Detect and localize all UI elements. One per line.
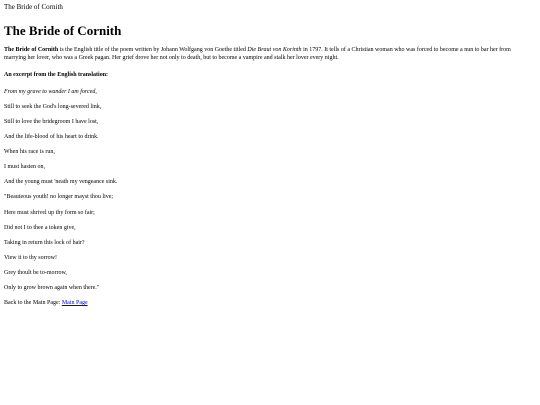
verse-line: From my grave to wander I am forced, [4,88,97,95]
tab-title: The Bride of Cornith [4,3,63,11]
intro-paragraph [4,47,534,62]
verse-line: Here must shrivel up thy form so fair; [4,209,95,216]
verse-line: And the life-blood of his heart to drink. [4,134,99,141]
verse-line: Only to grow brown again when there." [4,285,100,291]
verse-line: I must hasten on, [4,164,45,171]
verse-line: Still to seek the God's long-severed link, [4,103,102,110]
page-title: The Bride of Cornith [4,23,122,38]
verse-line: When his race is run, [4,149,55,156]
back-label: Back to the Main Page: [4,300,62,307]
verse-line: Grey thoult be to-morrow, [4,269,67,276]
verse-line: "Beauteous youth! no longer mayst thou live; [4,194,114,201]
main-page-link[interactable]: Main Page [61,300,88,307]
verse-line: View it to thy sorrow! [4,254,57,261]
intro-text-2: in 1797. It tells of a Christian woman who was forced to become a nun to bar her from marrying her lover, who was a Greek pagan. Her grief drove her not only to death, but to become a vampire and stalk her lover every night. [4,47,511,61]
intro-text-1: is the English title of the poem written by Johann Wolfgang von Goethe titled [58,47,248,53]
back-to-main [4,300,536,308]
verse-line: Did not I to thee a token give, [4,224,76,231]
intro-title-bold: The Bride of Cornith [4,47,59,53]
verse-line: Taking in return this lock of hair? [4,239,85,246]
verse-list [4,89,536,293]
verse-line: And the young must 'neath my vengeance sink. [4,179,118,186]
intro-german-title: Die Braut von Korinth [247,47,302,53]
excerpt-heading: An excerpt from the English translation: [4,72,109,79]
verse-line: Still to love the bridegroom I have lost, [4,118,99,125]
